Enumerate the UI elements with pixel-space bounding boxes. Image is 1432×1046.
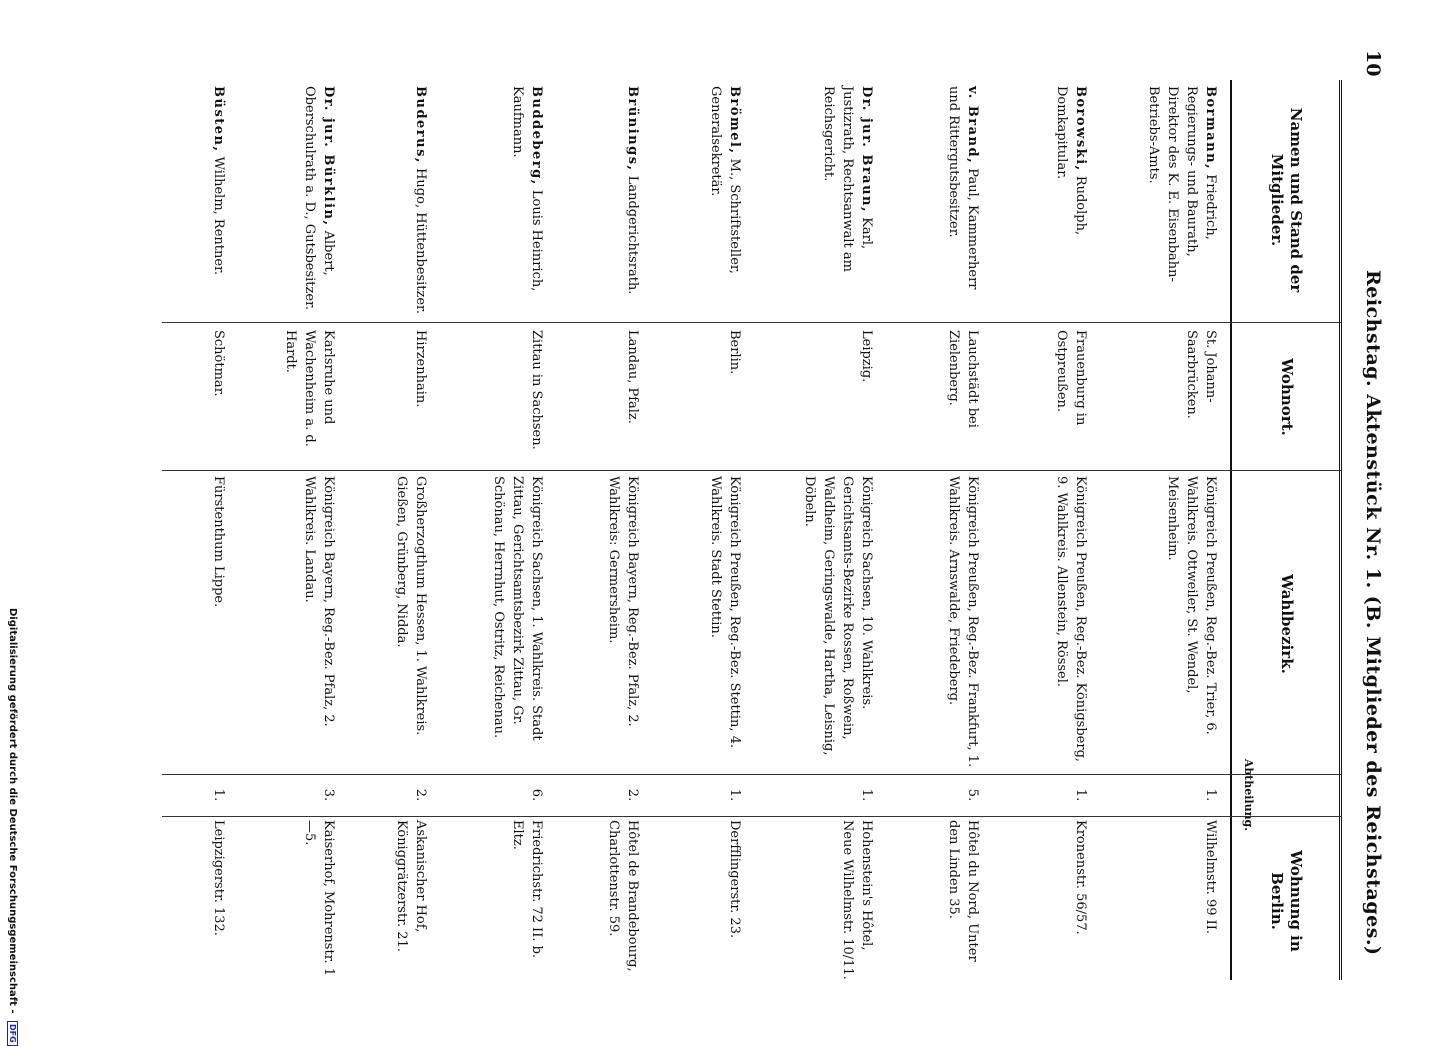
member-berlin-address: Derfflingerstr. 23. (727, 820, 742, 939)
column-header-district: Wahlbezirk. (1277, 574, 1296, 674)
member-name: Borowski, Rudolph, Domkapitular. (1054, 86, 1088, 236)
member-berlin-address: Wilhelmstr. 99 II. (1203, 820, 1218, 935)
member-name: Dr. jur. Bürklin, Albert, Oberschulrath a. D., Gutsbesitzer. (302, 86, 336, 310)
member-name: Buderus, Hugo, Hüttenbesitzer. (413, 86, 428, 314)
column-header-name: Namen und Stand der Mitglieder. (1268, 107, 1306, 293)
member-residence: Lauchstädt bei Zielenberg. (946, 330, 980, 428)
member-name: Dr. jur. Braun, Karl, Justizrath, Rechtsanwalt am Reichsgericht. (821, 86, 874, 272)
member-name: Brünings, Landgerichtsrath. (625, 86, 640, 295)
member-name: Brömel, M., Schriftsteller, Generalsekretär. (708, 86, 742, 274)
member-residence: Karlsruhe und Wachenheim a. d. Hardt. (283, 330, 336, 447)
member-district: Großherzogthum Hessen, 1. Wahlkreis. Gießen, Grünberg, Nidda. (394, 476, 428, 736)
member-residence: St. Johann-Saarbrücken. (1184, 330, 1218, 419)
column-rule (162, 322, 1342, 323)
member-district: Königreich Preußen, Reg.-Bez. Stettin, 4. Wahlkreis. Stadt Stettin. (708, 476, 742, 749)
member-abteilung: 1. (1073, 788, 1088, 802)
member-berlin-address: Hôtel du Nord, Unter den Linden 35. (946, 820, 980, 962)
member-name: Bormann, Friedrich, Regierungs- und Baurath, Direktor des K. E. Eisenbahn-Betriebs-Amts. (1146, 86, 1218, 282)
digitization-credit (0, 0, 22, 1043)
member-berlin-address: Askanischer Hof, Königgrätzerstr. 21. (394, 820, 428, 952)
member-residence: Hirzenhain. (413, 330, 428, 408)
member-abteilung: 1. (727, 788, 742, 802)
member-district: Königreich Bayern, Reg.-Bez. Pfalz, 2. Wahlkreis. Landau. (302, 476, 336, 727)
member-district: Königreich Bayern, Reg.-Bez. Pfalz, 2. Wahlkreis: Germersheim. (606, 476, 640, 727)
column-rule (162, 816, 1342, 817)
column-header-berlin: Wohnung in Berlin. (1268, 850, 1306, 952)
member-abteilung: 2. (625, 788, 640, 802)
member-district: Königreich Preußen, Reg.-Bez. Frankfurt, 1. Wahlkreis. Arnswalde, Friedeberg. (946, 476, 980, 768)
member-name: Buddeberg, Louis Heinrich, Kaufmann. (510, 86, 544, 292)
member-berlin-address: Kronenstr. 56/57. (1073, 820, 1088, 935)
member-abteilung: 5. (965, 788, 980, 802)
column-header-abteilung: Abtheilung. (1242, 758, 1256, 832)
member-berlin-address: Friedrichstr. 72 II. b. Eltz. (510, 820, 544, 959)
member-district: Fürstenthum Lippe. (211, 476, 226, 608)
member-name: Büsten, Wilhelm, Rentner. (211, 86, 226, 275)
member-abteilung: 1. (1203, 788, 1218, 802)
member-abteilung: 3. (321, 788, 336, 802)
credit-text: Digitalisierung gefördert durch die Deutsche Forschungsgemeinschaft - (7, 608, 18, 1014)
page-header (1348, 40, 1388, 990)
member-residence: Zittau in Sachsen. (529, 330, 544, 450)
column-rule (162, 470, 1342, 471)
column-rule (162, 774, 1342, 775)
member-abteilung: 2. (413, 788, 428, 802)
running-title: Reichstag. Aktenstück Nr. 1. (B. Mitglieder des Reichstages.) (1362, 270, 1384, 956)
member-district: Königreich Preußen, Reg.-Bez. Königsberg, 9. Wahlkreis. Allenstein, Rössel. (1054, 476, 1088, 763)
member-district: Königreich Preußen, Reg.-Bez. Trier, 6. Wahlkreis. Ottweiler, St. Wendel, Meisenheim. (1165, 476, 1218, 735)
member-district: Königreich Sachsen, 1. Wahlkreis. Stadt Zittau, Gerichtsamtsbezirk Zittau, Gr. Schönau, Herrnhut, Ostritz, Reichenau. (491, 476, 544, 741)
member-residence: Berlin. (727, 330, 742, 375)
member-residence: Frauenburg in Ostpreußen. (1054, 330, 1088, 426)
member-abteilung: 1. (859, 788, 874, 802)
member-abteilung: 1. (211, 788, 226, 802)
member-abteilung: 6. (529, 788, 544, 802)
member-residence: Landau, Pfalz. (625, 330, 640, 424)
member-name: v. Brand, Paul, Kammerherr und Rittergutsbesitzer. (946, 86, 980, 290)
member-berlin-address: Hôtel de Brandebourg, Charlottenstr. 59. (606, 820, 640, 972)
document-page (138, 40, 1388, 990)
member-residence: Leipzig. (859, 330, 874, 383)
top-rule (1339, 80, 1342, 980)
member-district: Königreich Sachsen, 10. Wahlkreis. Gerichtsamts-Bezirke Rossen, Roßwein, Waldheim, Geringswalde, Hartha, Leisnig, Döbeln. (802, 476, 874, 756)
column-header-residence: Wohnort. (1277, 358, 1296, 436)
header-rule (1230, 80, 1232, 980)
member-berlin-address: Leipzigerstr. 132. (211, 820, 226, 936)
member-berlin-address: Hohenstein's Hôtel, Neue Wilhelmstr. 10/11. (840, 820, 874, 980)
member-berlin-address: Kaiserhof, Mohrenstr. 1—5. (302, 820, 336, 977)
page-number: 10 (1362, 50, 1384, 77)
member-residence: Schötmar. (211, 330, 226, 397)
dfg-logo: DFG (7, 1021, 18, 1046)
